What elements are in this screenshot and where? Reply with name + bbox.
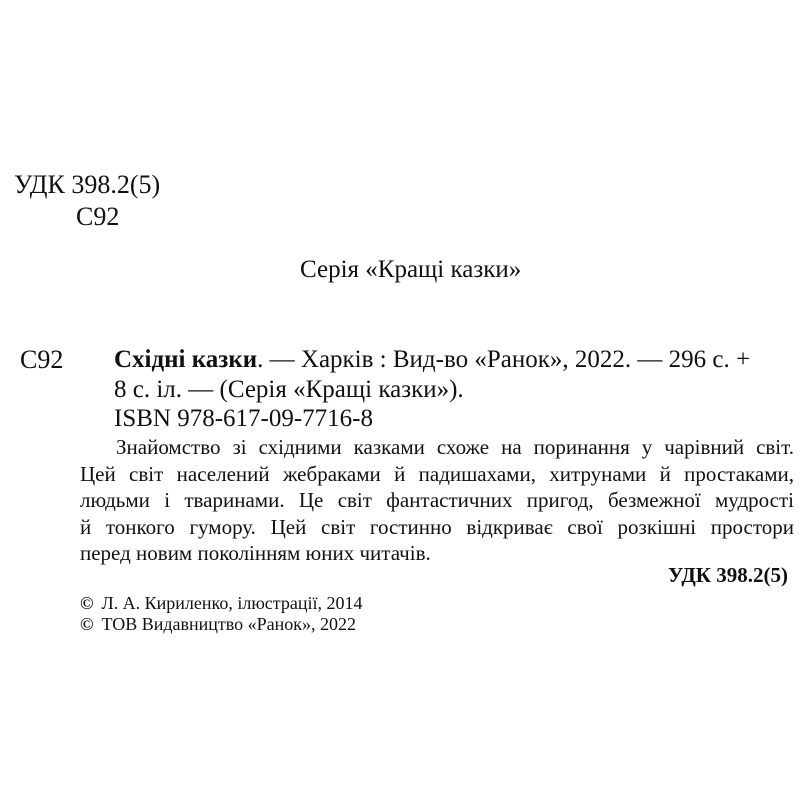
isbn: ISBN 978-617-09-7716-8 xyxy=(114,405,374,432)
copyright-publisher xyxy=(80,612,356,636)
annotation-line: перед новим поколінням юних читачів. xyxy=(80,541,431,565)
author-sign: С92 xyxy=(76,202,120,231)
bibliographic-description-line-2: 8 с. іл. — (Серія «Кращі казки»). xyxy=(114,376,464,403)
annotation-line: й тонкого гумору. Цей світ гостинно відкриває свої розкішні простори xyxy=(80,514,794,539)
publication-details: . — Харків : Вид-во «Ранок», 2022. — 296 с. + xyxy=(257,346,751,373)
copyright-publisher-text: ТОВ Видавництво «Ранок», 2022 xyxy=(101,614,357,634)
udk-classification: УДК 398.2(5) xyxy=(14,170,161,199)
copyright-sign: © xyxy=(80,593,94,613)
annotation-line: Цей світ населений жебраками й падишахами, хитрунами й простаками, xyxy=(80,461,794,486)
annotation xyxy=(80,434,794,567)
annotation-line: людьми і тваринами. Це світ фантастичних пригод, безмежної мудрості xyxy=(80,488,794,512)
udk-classification-bottom: УДК 398.2(5) xyxy=(668,563,788,587)
bibliographic-description-line-1 xyxy=(114,343,750,377)
annotation-line: Знайомство зі східними казками схоже на поринання у чарівний світ. xyxy=(116,435,794,459)
bibliographic-author-sign: С92 xyxy=(20,345,64,374)
copyright-illustrations-text: Л. А. Кириленко, ілюстрації, 2014 xyxy=(101,593,363,613)
series-name: Серія «Кращі казки» xyxy=(300,256,522,283)
copyright-sign: © xyxy=(80,614,94,634)
book-title: Східні казки xyxy=(114,346,258,373)
